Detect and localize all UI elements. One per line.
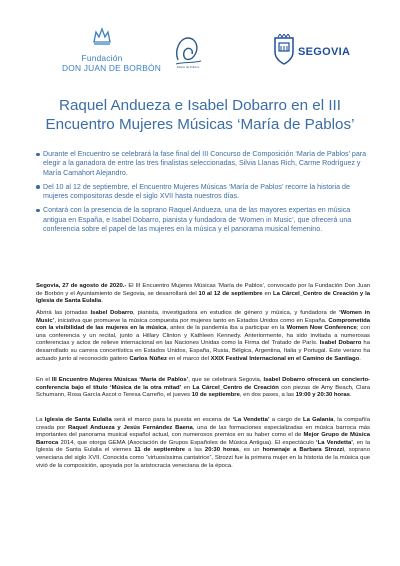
- bold-text-run: Isabel Dobarro: [90, 310, 134, 316]
- text-run: , pianista, investigadora en estudios de género y música, y fundadora de: [133, 310, 340, 316]
- bold-text-run: ‘La Vendetta’: [316, 439, 353, 446]
- highlight-item: [36, 206, 368, 234]
- bold-text-run: Isabel Dobarro ofrecerá un concierto-conferencia bajo el título ‘Música de la otra mitad’: [36, 377, 371, 391]
- text-run: , soprano veneciana del siglo XVII. Conocida como “virtuosíssima cantatrice”, Strozzi fue la primera mujer en la historia de la música que vivió de la composición, apoyada por la aristocracia veneciana de la época.: [36, 447, 370, 469]
- paragraph-concert: [36, 377, 370, 400]
- bullet-icon: [36, 185, 40, 189]
- highlight-item: [36, 183, 368, 202]
- bold-text-run: La Cárcel_Centro de Creación y la Iglesia de Santa Eulalia: [36, 290, 370, 305]
- bold-text-run: Iglesia de Santa Eulalia: [44, 417, 112, 423]
- bold-text-run: 10 de septiembre: [191, 392, 240, 399]
- text-run: .: [349, 392, 352, 399]
- bold-text-run: III Encuentro Mujeres Músicas ‘María de Pablos’: [51, 377, 189, 383]
- bold-text-run: La Galanía: [303, 417, 334, 423]
- bold-text-run: homenaje a Barbara Strozzi: [262, 447, 345, 454]
- text-run: .: [359, 355, 361, 362]
- bold-text-run: 20:30 horas: [204, 447, 240, 454]
- fundacion-crown-icon: [91, 26, 113, 46]
- segovia-wordmark: SEGOVIA: [298, 46, 351, 58]
- text-run: 2014, que otorga GEMA (Asociación de Grupos Españoles de Música Antigua). El espectáculo: [58, 439, 316, 446]
- highlight-text: Contará con la presencia de la soprano Raquel Andueza, una de las mayores expertas en música antigua en España, e Isabel Dobarro, pianista y fundadora de ‘Women in Music’, que ofrecerá una conferencia sobre el papel de las mujeres en la música y el panorama musical femenino.: [43, 206, 352, 234]
- text-run: , en dos pases, a las: [239, 392, 296, 399]
- bold-text-run: Mejor Grupo de Música Barroca: [36, 432, 371, 446]
- text-run: a las: [185, 447, 205, 454]
- svg-text:María de Pablos: María de Pablos: [176, 65, 200, 69]
- text-run: ha desarrollado su carrera concertística en Estados Unidos, España, Rusia, Bélgica, Argentina, Italia y Portugal. Este verano ha actuado junto al reconocido gaitero: [36, 340, 370, 362]
- fundacion-name-line1: Fundación: [81, 53, 123, 63]
- highlight-text: Del 10 al 12 de septiembre, el Encuentro Mujeres Músicas ‘María de Pablos’ recorre la historia de mujeres compositoras desde el siglo XVII hasta nuestros días.: [43, 182, 350, 201]
- text-run: , una de las formaciones especializadas en música barroca más importantes del panorama musical español actual, con numerosos premios en su haber como el de: [36, 424, 370, 439]
- text-run: , antes de la pandemia iba a participar en la: [166, 325, 287, 332]
- bold-text-run: La Cárcel_Centro de Creación: [192, 384, 279, 391]
- text-run: , en la Iglesia de Santa Eulalia el viernes: [36, 439, 371, 454]
- highlight-text: Durante el Encuentro se celebrará la fase final del III Concurso de Composición ‘María de Pablos’ para elegir a la ganadora de entre las tres finalistas seleccionadas, Silvia Llanas Rich, Carme Rodríguez y María Camahort Alejandro.: [43, 150, 367, 177]
- text-run: , la compañía creada por: [36, 417, 370, 431]
- text-run: será el marco para la puesta en escena de: [111, 417, 233, 423]
- paragraph-la-vendetta: [36, 417, 370, 470]
- text-run: en el marco del: [167, 355, 211, 362]
- bullet-icon: [36, 153, 40, 157]
- bold-text-run: ‘La Vendetta’: [232, 417, 270, 423]
- bold-text-run: 10 al 12 de septiembre: [198, 290, 263, 297]
- text-run: El III Encuentro Mujeres Músicas ‘María de Pablos’, convocado por la Fundación Don Juan de Borbón y el Ayuntamiento de Segovia, se desarrollará del: [36, 283, 370, 297]
- paragraph-intro: [36, 283, 370, 306]
- bold-text-run: 19:00 y 20:30 horas: [295, 392, 350, 399]
- highlights-list: [36, 150, 368, 239]
- text-run: ; con una conferencia y un recital, junto a Hillary Clinton y Kathleen Kennedy. Anteriormente, ha sido invitada a numerosas conferencias y actos de relieve internacional en las Naciones Unidas como la Firma del Tratado de París.: [36, 325, 370, 347]
- bold-text-run: 11 de septiembre: [134, 447, 186, 454]
- text-run: En el: [36, 377, 52, 383]
- text-run: , iniciativa que promueve la música compuesta por mujeres tanto en Estados Unidos como en España.: [54, 317, 329, 324]
- bold-text-run: Segovia, 27 de agosto de 2020.-: [36, 283, 127, 289]
- bold-text-run: Comprometida con la visibilidad de las mujeres en la música: [36, 317, 370, 332]
- text-run: en: [262, 290, 273, 297]
- text-run: .: [101, 298, 103, 305]
- segovia-coat-of-arms-icon: [272, 34, 296, 66]
- bullet-icon: [36, 209, 40, 213]
- page-title: Raquel Andueza e Isabel Dobarro en el III Encuentro Mujeres Músicas ‘María de Pablos’: [45, 97, 355, 133]
- fundacion-logo: [62, 26, 161, 73]
- bold-text-run: ‘Women in Music’: [36, 310, 371, 324]
- text-run: en: [181, 384, 193, 391]
- bold-text-run: Isabel Dobarro: [319, 340, 362, 347]
- text-run: con piezas de Amy Beach, Clara Schumann, Rosa García Ascot o Teresa Carreño, el jueves: [36, 384, 371, 399]
- text-run: a cargo de: [269, 417, 304, 423]
- paragraph-isabel-dobarro: [36, 310, 370, 363]
- segovia-logo: [272, 30, 352, 70]
- text-run: Abrirá las jornadas: [36, 310, 91, 316]
- bold-text-run: Raquel Andueza y Jesús Fernández Baena: [68, 424, 193, 431]
- maria-de-pablos-logo: [168, 30, 208, 70]
- bold-text-run: XXIX Festival Internacional en el Camino de Santiago: [210, 355, 360, 362]
- bold-text-run: Women Now Conference: [286, 325, 357, 332]
- bold-text-run: Carlos Núñez: [129, 355, 167, 362]
- fundacion-name-line2: DON JUAN DE BORBÓN: [62, 63, 161, 73]
- text-run: La: [36, 417, 45, 423]
- text-run: , que se celebrará Segovia,: [188, 377, 264, 383]
- page-header: [0, 20, 400, 80]
- text-run: , es un: [239, 447, 263, 454]
- highlight-item: [36, 150, 368, 178]
